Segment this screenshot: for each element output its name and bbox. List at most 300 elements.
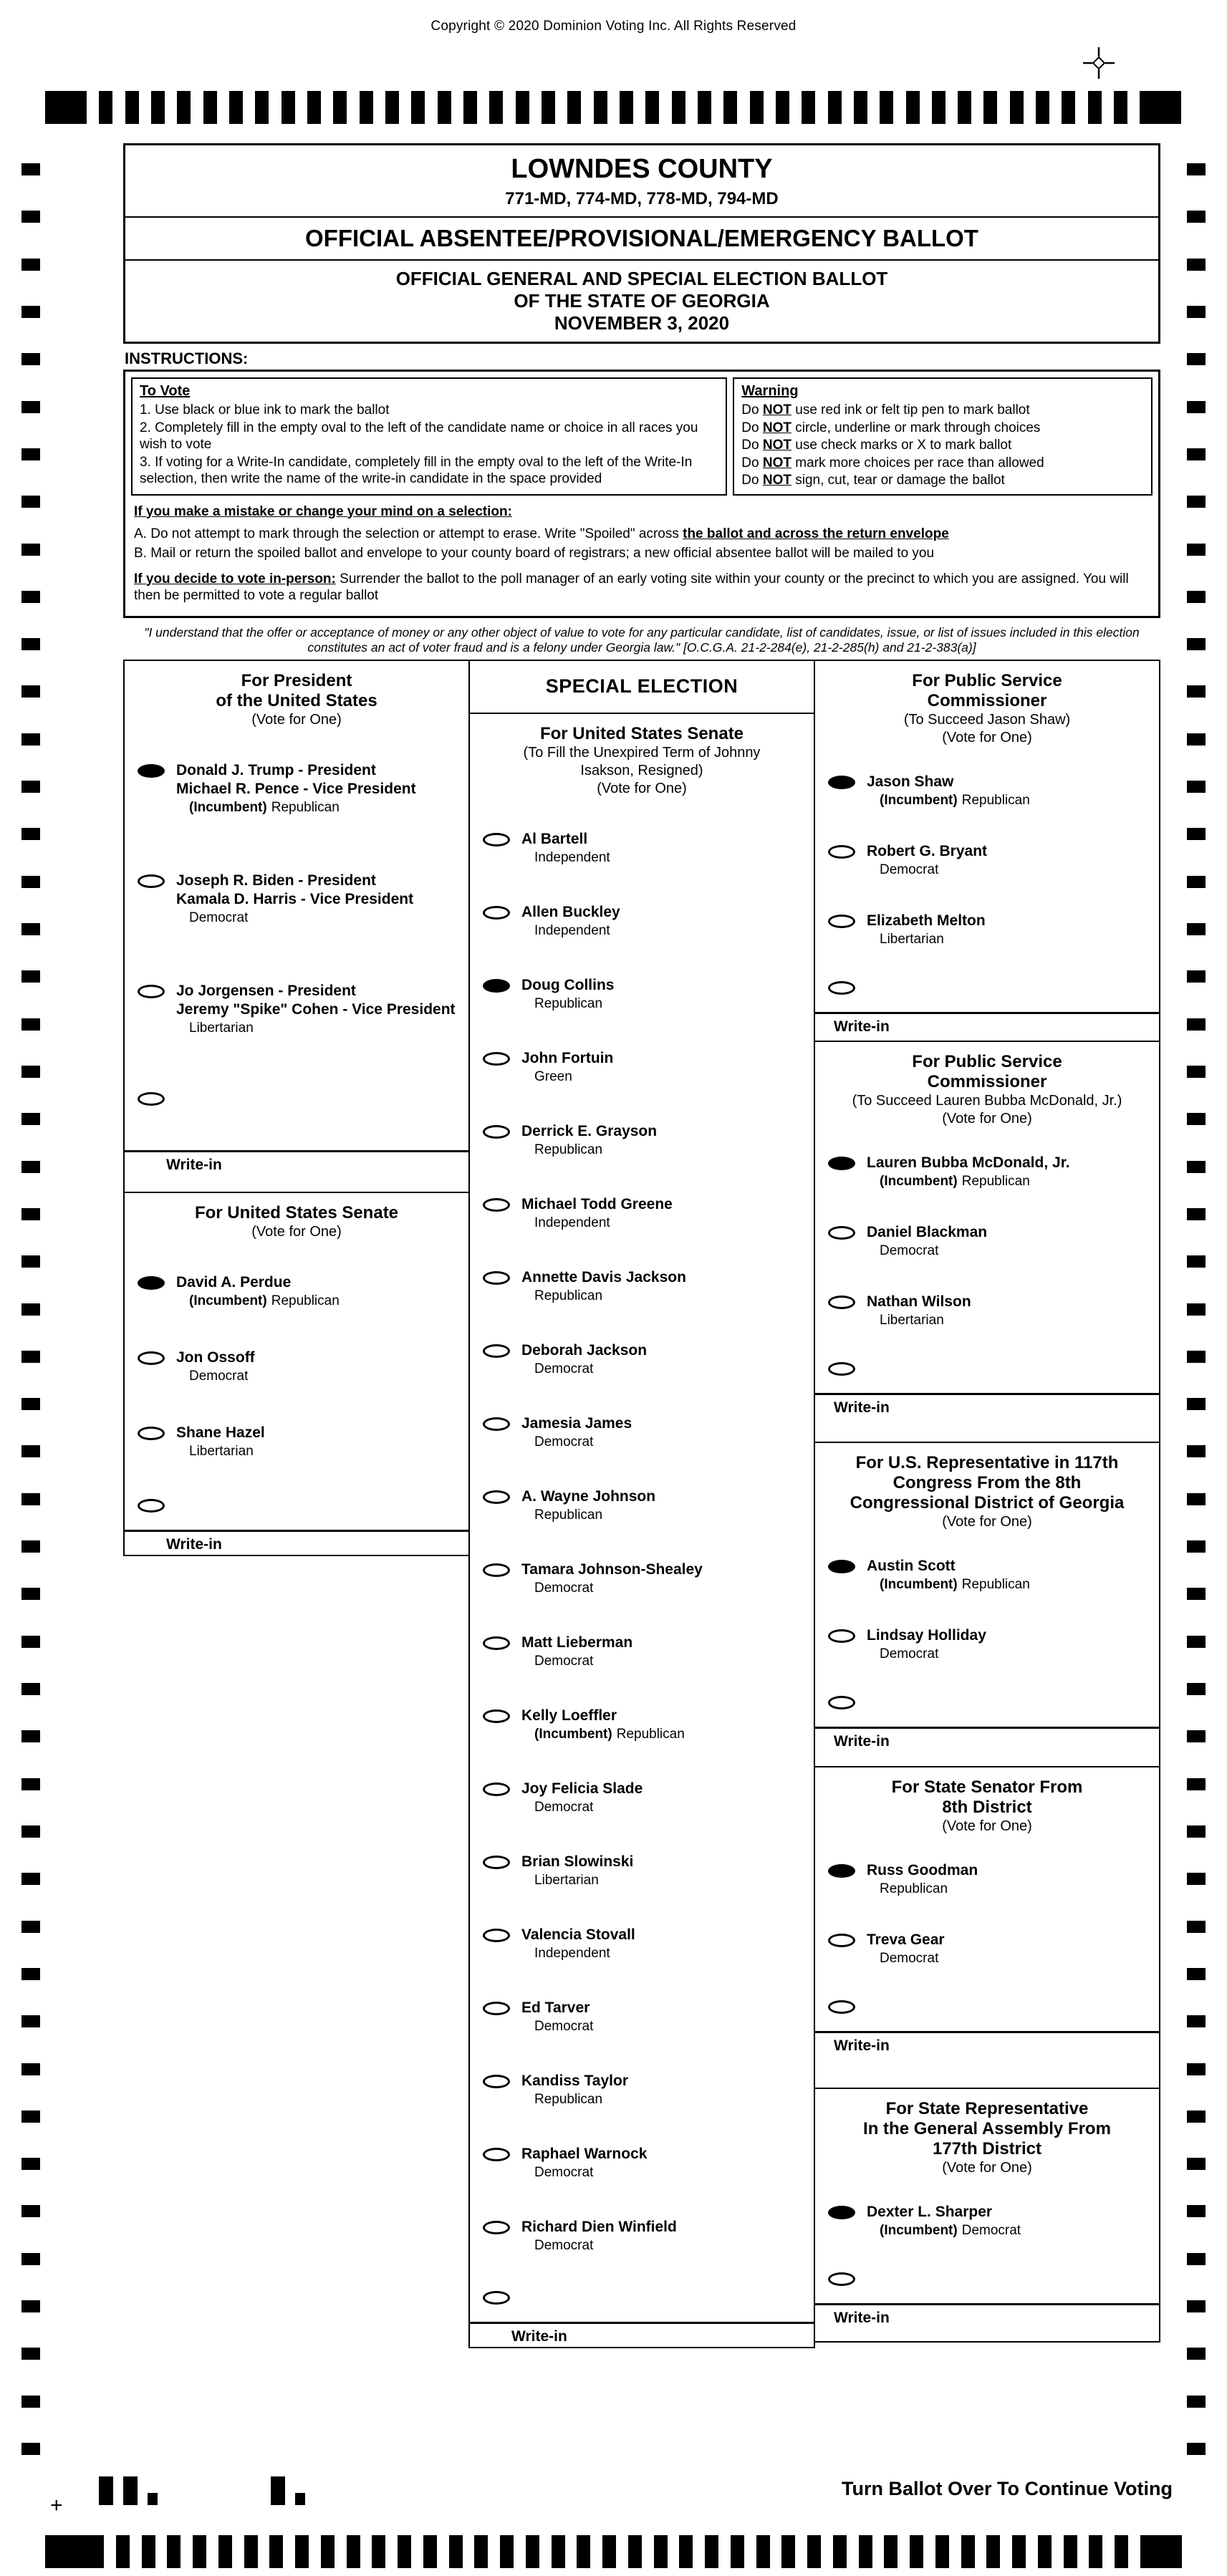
write-in-area (815, 1696, 1159, 1750)
candidate-info (521, 830, 610, 867)
candidate-name: Donald J. Trump - President (176, 761, 376, 778)
write-in-line[interactable] (125, 1530, 468, 1532)
candidate-row (470, 1414, 814, 1451)
code-mark (148, 2493, 158, 2505)
write-in-line[interactable] (815, 2031, 1159, 2033)
contest-subtitle: Isakson, Resigned) (580, 762, 703, 778)
candidate-name: Jo Jorgensen - President (176, 982, 356, 999)
timing-mark (935, 2535, 949, 2568)
timing-mark (1187, 2300, 1206, 2312)
timing-mark (1114, 91, 1127, 124)
instructions-columns (131, 377, 1153, 496)
candidate-party (534, 1799, 643, 1816)
timing-mark (1187, 1921, 1206, 1933)
candidate-name: Kamala D. Harris - Vice President (176, 890, 414, 907)
contest-title: For Public Service (912, 670, 1062, 690)
timing-mark (244, 2535, 258, 2568)
candidate-oval[interactable] (483, 1490, 510, 1504)
contest-section (123, 660, 470, 1193)
candidate-party (880, 862, 987, 879)
timing-mark (21, 2158, 40, 2170)
candidate-name: Treva Gear (867, 1931, 945, 1948)
timing-mark (1012, 2535, 1026, 2568)
timing-mark (21, 1540, 40, 1553)
timing-mark (1187, 1968, 1206, 1980)
candidate-row (470, 1268, 814, 1305)
candidate-oval[interactable] (828, 845, 855, 859)
candidate-oval[interactable] (828, 1629, 855, 1643)
timing-mark (21, 2396, 40, 2408)
candidate-oval[interactable] (483, 1052, 510, 1066)
candidate-oval-filled[interactable] (138, 1276, 165, 1290)
code-mark (123, 2476, 138, 2505)
candidate-info (521, 1853, 633, 1889)
mistake-item-a (134, 526, 1150, 543)
copyright-notice: Copyright © 2020 Dominion Voting Inc. All Rights Reserved (430, 19, 797, 34)
candidate-row (125, 1273, 468, 1310)
party-name: Democrat (534, 1799, 594, 1815)
candidate-name: David A. Perdue (176, 1273, 292, 1291)
candidate-name: Tamara Johnson-Shealey (521, 1560, 703, 1578)
timing-mark (620, 91, 633, 124)
contest-header (125, 661, 468, 729)
candidate-oval[interactable] (828, 915, 855, 928)
candidate-oval-filled[interactable] (828, 776, 855, 789)
party-name: Democrat (534, 2237, 594, 2253)
timing-mark (906, 91, 920, 124)
timing-mark (1187, 1161, 1206, 1173)
candidate-info (521, 1122, 657, 1159)
timing-mark (567, 91, 581, 124)
write-in-line[interactable] (470, 2322, 814, 2324)
candidate-row (470, 976, 814, 1013)
party-name: Republican (534, 1507, 603, 1523)
timing-mark (1187, 2348, 1206, 2360)
timing-mark (21, 2443, 40, 2455)
timing-mark (151, 91, 165, 124)
timing-mark (1187, 1683, 1206, 1695)
timing-mark (1187, 306, 1206, 318)
timing-mark (21, 1255, 40, 1268)
candidate-party (534, 1288, 686, 1305)
timing-mark (698, 91, 711, 124)
candidate-oval[interactable] (828, 1226, 855, 1240)
timing-mark (21, 1636, 40, 1648)
timing-mark (781, 2535, 795, 2568)
candidate-oval-filled[interactable] (138, 764, 165, 778)
vote-for-instruction: (Vote for One) (942, 1110, 1032, 1127)
timing-mark (125, 91, 139, 124)
candidate-name: Elizabeth Melton (867, 912, 986, 929)
timing-mark (21, 1825, 40, 1838)
timing-mark (21, 1113, 40, 1125)
write-in-area (125, 1092, 468, 1174)
candidate-oval[interactable] (483, 1563, 510, 1577)
party-name: Democrat (880, 862, 939, 877)
warning-not-text: NOT (762, 438, 791, 453)
write-in-area (125, 1499, 468, 1553)
contest-header (125, 1193, 468, 1241)
candidate-party (534, 2091, 628, 2108)
write-in-oval[interactable] (828, 981, 855, 995)
candidate-oval-filled[interactable] (828, 1157, 855, 1170)
candidate-name: Jeremy "Spike" Cohen - Vice President (176, 1000, 456, 1018)
candidate-oval[interactable] (483, 833, 510, 846)
timing-mark (1089, 2535, 1102, 2568)
timing-mark (1187, 2443, 1206, 2455)
timing-mark (21, 2111, 40, 2123)
candidate-party (534, 1726, 685, 1743)
candidate-info (867, 773, 1030, 809)
timing-mark (21, 1303, 40, 1316)
candidate-name: Jason Shaw (867, 773, 954, 790)
party-name: Republican (271, 1293, 340, 1308)
timing-mark (21, 1066, 40, 1078)
fraud-warning: "I understand that the offer or acceptance of money or any other object of value to vote for any particular candidate, list of candidates, issue, or list of issues included in this election constitutes an act of voter fraud and is a felony under Georgia law." [O.C.G.A. 21-2-284(e), 21-2-285(h) and 21-2-383(a)] (144, 624, 1140, 655)
instructions-heading: INSTRUCTIONS: (125, 349, 249, 367)
contest-title: Commissioner (927, 1071, 1047, 1091)
candidate-info (867, 2203, 1021, 2239)
candidate-oval[interactable] (483, 2148, 510, 2161)
timing-mark (21, 733, 40, 746)
candidate-name: Nathan Wilson (867, 1293, 971, 1310)
timing-mark (463, 91, 477, 124)
write-in-oval[interactable] (828, 1696, 855, 1709)
candidate-info (867, 1293, 971, 1329)
candidate-info (521, 1780, 643, 1816)
write-in-line[interactable] (815, 1012, 1159, 1014)
timing-mark (398, 2535, 411, 2568)
timing-mark (21, 1445, 40, 1457)
timing-mark (21, 1683, 40, 1695)
timing-mark (1187, 1588, 1206, 1600)
candidate-name: Austin Scott (867, 1557, 956, 1574)
timing-mark (628, 2535, 642, 2568)
timing-mark (679, 2535, 693, 2568)
candidate-oval[interactable] (483, 1417, 510, 1431)
party-name: Democrat (534, 1434, 594, 1449)
candidate-name: Ed Tarver (521, 1999, 590, 2016)
write-in-area (815, 1362, 1159, 1417)
candidate-row (470, 1341, 814, 1378)
code-mark-gap (168, 2476, 261, 2477)
timing-mark (1187, 876, 1206, 888)
timing-mark (1187, 1636, 1206, 1648)
timing-mark (489, 91, 503, 124)
candidate-info (521, 1341, 647, 1378)
candidate-party (880, 1312, 971, 1329)
timing-mark (1187, 353, 1206, 365)
timing-mark (21, 1730, 40, 1742)
candidate-party (534, 1434, 632, 1451)
write-in-oval[interactable] (483, 2291, 510, 2305)
candidate-name: Jamesia James (521, 1414, 632, 1432)
candidate-row (470, 1195, 814, 1232)
timing-mark (142, 2535, 155, 2568)
timing-mark (577, 2535, 590, 2568)
county-name: LOWNDES COUNTY (511, 154, 773, 184)
candidate-row (470, 2145, 814, 2181)
timing-mark (1187, 2205, 1206, 2217)
timing-mark (828, 91, 842, 124)
timing-mark (21, 685, 40, 698)
write-in-line[interactable] (815, 1727, 1159, 1729)
contest-title: of the United States (216, 690, 377, 710)
party-name: Democrat (534, 1653, 594, 1669)
write-in-oval[interactable] (138, 1092, 165, 1106)
timing-mark (854, 91, 867, 124)
contest-title: For Public Service (912, 1051, 1062, 1071)
candidate-oval[interactable] (483, 1344, 510, 1358)
timing-mark (1187, 544, 1206, 556)
ballot-column (123, 660, 470, 1556)
timing-mark (21, 970, 40, 983)
candidate-info (521, 2145, 647, 2181)
timing-mark (21, 306, 40, 318)
candidate-party (534, 922, 620, 940)
timing-mark (21, 259, 40, 271)
candidate-oval[interactable] (483, 1125, 510, 1139)
timing-mark (1187, 781, 1206, 793)
incumbent-label: (Incumbent) (880, 1173, 958, 1189)
candidate-party (534, 2237, 677, 2254)
party-name: Republican (961, 1173, 1030, 1189)
mistake-item-b: B. Mail or return the spoiled ballot and envelope to your county board of registrars; a new official absentee ballot will be mailed to you (134, 546, 935, 561)
candidate-party (189, 1368, 255, 1385)
timing-mark (1187, 2253, 1206, 2265)
candidate-row (470, 1560, 814, 1597)
candidate-oval[interactable] (483, 2221, 510, 2234)
candidate-row (470, 1049, 814, 1086)
candidate-info (521, 1999, 593, 2035)
vote-for-instruction: (Vote for One) (251, 711, 342, 728)
write-in-oval[interactable] (828, 2000, 855, 2014)
candidate-name: Raphael Warnock (521, 2145, 648, 2162)
party-name: Republican (534, 1288, 603, 1303)
write-in-line[interactable] (125, 1150, 468, 1152)
candidate-party (189, 910, 413, 927)
timing-mark (1187, 828, 1206, 840)
candidate-party (880, 792, 1030, 809)
ballot-type-title: OFFICIAL ABSENTEE/PROVISIONAL/EMERGENCY BALLOT (305, 225, 978, 251)
candidate-party (534, 995, 615, 1013)
write-in-oval[interactable] (828, 1362, 855, 1376)
incumbent-label: (Incumbent) (880, 2222, 958, 2238)
timing-mark (21, 211, 40, 223)
timing-mark (21, 2300, 40, 2312)
candidate-oval[interactable] (483, 1929, 510, 1942)
ballot-columns (123, 660, 1160, 2348)
to-vote-item: 3. If voting for a Write-In candidate, completely fill in the empty oval to the left of the Write-In selection, then write the name of the write-in candidate in the space provided (140, 454, 693, 486)
to-vote-item: 1. Use black or blue ink to mark the ballot (140, 402, 390, 418)
timing-mark (1187, 2111, 1206, 2123)
candidate-info (867, 1557, 1030, 1593)
candidate-oval[interactable] (828, 1296, 855, 1309)
candidate-row (470, 903, 814, 940)
timing-mark (218, 2535, 232, 2568)
candidate-name: Annette Davis Jackson (521, 1268, 686, 1285)
timing-mark (1187, 1255, 1206, 1268)
write-in-label: Write-in (166, 1535, 222, 1553)
candidate-oval-filled[interactable] (828, 2206, 855, 2219)
timing-mark (1187, 1540, 1206, 1553)
timing-mark (1036, 91, 1049, 124)
candidate-oval[interactable] (483, 2002, 510, 2015)
party-name: Democrat (534, 1361, 594, 1376)
timing-mark (21, 2205, 40, 2217)
party-name: Republican (534, 995, 603, 1011)
party-name: Independent (534, 1215, 610, 1230)
candidate-name: Kelly Loeffler (521, 1707, 617, 1724)
timing-mark (1187, 259, 1206, 271)
timing-mark (1187, 1825, 1206, 1838)
timing-mark (802, 91, 815, 124)
timing-mark (602, 2535, 616, 2568)
timing-mark (1187, 1778, 1206, 1790)
candidate-row (815, 2203, 1159, 2239)
candidate-oval-filled[interactable] (828, 1864, 855, 1878)
timing-mark (177, 91, 191, 124)
timing-mark (21, 1493, 40, 1505)
timing-mark (21, 1018, 40, 1031)
party-name: Republican (271, 799, 340, 815)
timing-mark (1187, 163, 1206, 175)
candidate-name: Robert G. Bryant (867, 842, 988, 859)
candidate-oval[interactable] (483, 1709, 510, 1723)
to-vote-title: To Vote (140, 383, 191, 399)
contest-section (814, 2088, 1160, 2343)
mistake-a-text: A. Do not attempt to mark through the selection or attempt to erase. Write "Spoiled" across (134, 526, 683, 541)
write-in-line[interactable] (815, 2303, 1159, 2305)
party-name: Republican (616, 1726, 685, 1742)
candidate-name: Matt Lieberman (521, 1634, 633, 1651)
candidate-name: Joy Felicia Slade (521, 1780, 643, 1797)
candidate-party (534, 1507, 655, 1524)
timing-mark (1187, 1303, 1206, 1316)
party-name: Independent (534, 922, 610, 938)
timing-mark (21, 1588, 40, 1600)
contest-header (815, 1443, 1159, 1531)
candidate-name: Shane Hazel (176, 1424, 265, 1441)
write-in-area (815, 2272, 1159, 2327)
candidate-oval[interactable] (483, 1856, 510, 1869)
write-in-label: Write-in (834, 2037, 890, 2054)
candidate-info (867, 1626, 986, 1663)
candidate-oval[interactable] (138, 1351, 165, 1365)
timing-mark (21, 1208, 40, 1220)
warning-text: circle, underline or mark through choices (791, 420, 1041, 435)
warning-item (741, 472, 1144, 489)
candidate-row (470, 1122, 814, 1159)
timing-mark (333, 91, 347, 124)
candidate-oval[interactable] (138, 874, 165, 888)
candidate-name: Russ Goodman (867, 1861, 978, 1878)
timing-mark (229, 91, 243, 124)
timing-mark (1187, 2396, 1206, 2408)
timing-mark (21, 1161, 40, 1173)
candidate-party (880, 1243, 987, 1260)
timing-mark (672, 91, 685, 124)
candidate-row (125, 1349, 468, 1385)
timing-mark (255, 91, 269, 124)
timing-mark (983, 91, 997, 124)
candidate-oval[interactable] (483, 1271, 510, 1285)
registration-plus-mark: + (50, 2494, 63, 2517)
timing-mark (731, 2535, 744, 2568)
write-in-oval[interactable] (138, 1499, 165, 1513)
candidate-info (521, 1487, 655, 1524)
party-name: Democrat (189, 1368, 249, 1384)
timing-mark (1064, 2535, 1077, 2568)
party-name: Libertarian (189, 1020, 254, 1036)
contest-title: For State Representative (885, 2098, 1089, 2118)
turn-ballot-over-text: Turn Ballot Over To Continue Voting (842, 2478, 1173, 2499)
candidate-oval[interactable] (483, 906, 510, 920)
candidate-party (189, 1293, 340, 1310)
incumbent-label: (Incumbent) (880, 1576, 958, 1592)
candidate-oval[interactable] (483, 2075, 510, 2088)
warning-item (741, 420, 1144, 437)
party-name: Libertarian (534, 1872, 599, 1888)
candidate-info (521, 1560, 703, 1597)
contest-header (470, 714, 814, 798)
warning-text: Do (741, 455, 763, 471)
timing-mark (438, 91, 451, 124)
contest-title: 177th District (932, 2138, 1042, 2158)
ballot-content (123, 143, 1160, 2348)
candidate-oval[interactable] (483, 1198, 510, 1212)
timing-mark (932, 91, 945, 124)
timing-mark (1187, 685, 1206, 698)
candidate-party (534, 1068, 613, 1086)
write-in-oval[interactable] (828, 2272, 855, 2286)
write-in-label: Write-in (834, 2309, 890, 2326)
contest-section (814, 1041, 1160, 1443)
contest-section (468, 713, 815, 2348)
candidate-info (176, 1273, 340, 1310)
candidate-oval[interactable] (828, 1934, 855, 1947)
in-person-heading: If you decide to vote in-person: (134, 571, 336, 587)
candidate-name: A. Wayne Johnson (521, 1487, 656, 1505)
timing-mark (1088, 91, 1102, 124)
candidate-oval[interactable] (483, 1636, 510, 1650)
candidate-oval[interactable] (138, 1427, 165, 1440)
write-in-line[interactable] (815, 1393, 1159, 1395)
contest-title: For United States Senate (539, 723, 744, 743)
timing-mark (1187, 1493, 1206, 1505)
candidate-party (880, 1646, 986, 1663)
timing-mark (1187, 1398, 1206, 1410)
incumbent-label: (Incumbent) (189, 799, 267, 815)
incumbent-label: (Incumbent) (880, 792, 958, 808)
timing-mark (423, 2535, 437, 2568)
timing-mark (21, 591, 40, 603)
timing-mark (1010, 91, 1024, 124)
warning-not-text: NOT (762, 420, 791, 435)
candidate-oval[interactable] (138, 985, 165, 998)
timing-mark (1187, 2063, 1206, 2075)
candidate-oval-filled[interactable] (828, 1560, 855, 1573)
timing-mark (1187, 1113, 1206, 1125)
timing-mark (167, 2535, 181, 2568)
timing-mark (1187, 1018, 1206, 1031)
candidate-party (534, 2018, 593, 2035)
incumbent-label: (Incumbent) (189, 1293, 267, 1308)
timing-mark (45, 2535, 104, 2568)
timing-mark (21, 638, 40, 650)
candidate-oval-filled[interactable] (483, 979, 510, 993)
candidate-oval[interactable] (483, 1783, 510, 1796)
